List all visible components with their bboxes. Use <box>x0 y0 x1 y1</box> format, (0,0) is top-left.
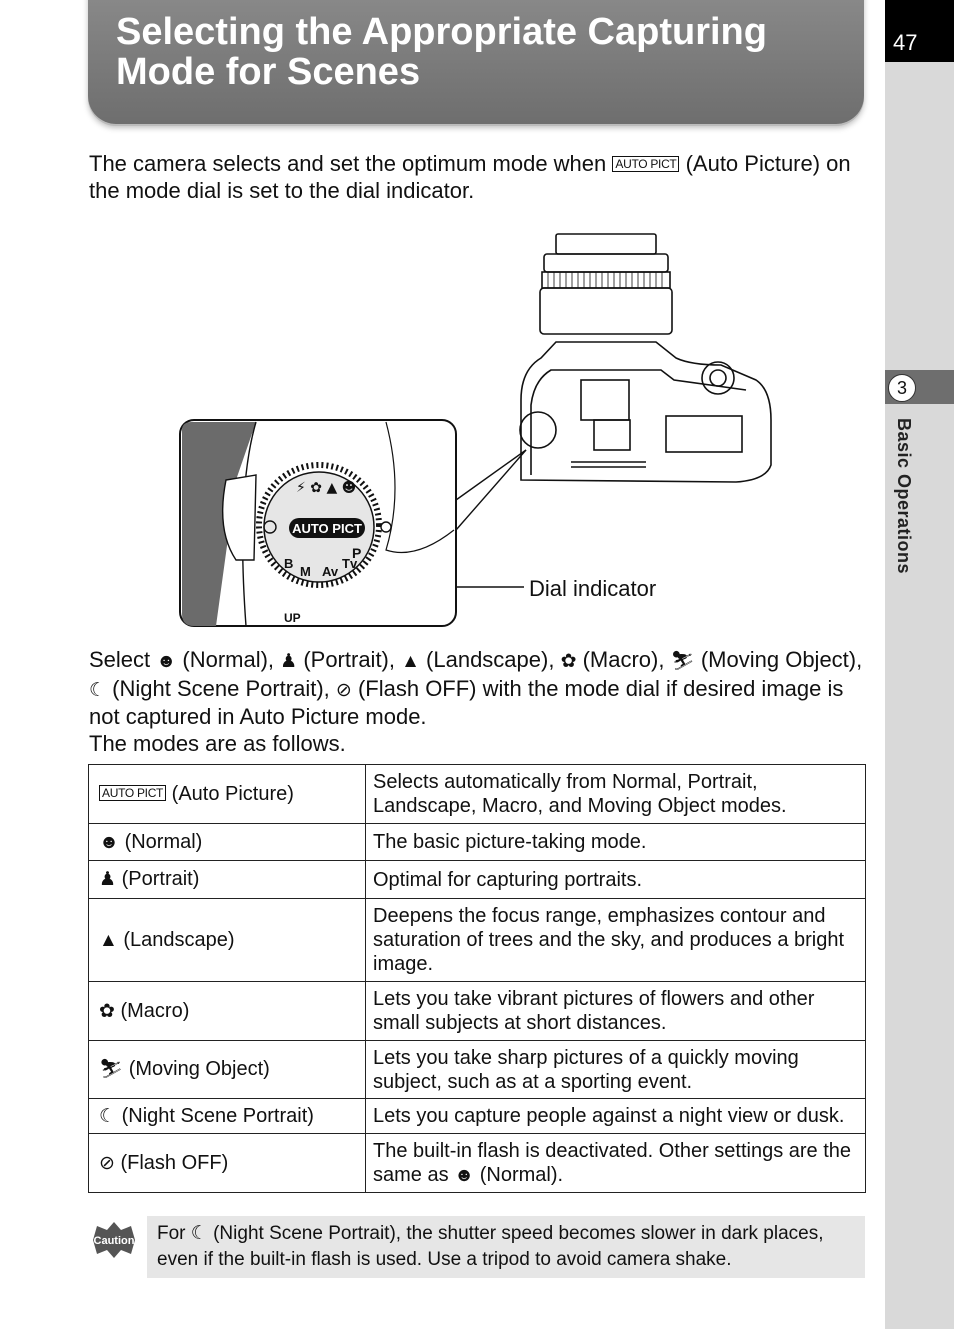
table-row <box>89 1134 866 1193</box>
table-row <box>89 824 866 861</box>
dial-letter-b: B <box>284 556 294 571</box>
mode-name: (Flash OFF) <box>120 1151 229 1174</box>
dial-letter-av: Av <box>322 564 339 579</box>
dial-center-label: AUTO PICT <box>292 521 362 536</box>
landscape-icon: ▲ <box>99 929 118 951</box>
dial-indicator-label: Dial indicator <box>529 576 657 601</box>
mode-name: (Portrait) <box>121 868 200 890</box>
select-text-moving: (Moving Object), <box>694 647 863 672</box>
select-text-line2: The modes are as follows. <box>89 730 346 756</box>
table-row <box>89 1041 866 1099</box>
mode-description: Lets you capture people against a night view or dusk. <box>366 1099 866 1134</box>
intro-paragraph <box>89 150 879 204</box>
table-row <box>89 765 866 824</box>
select-text-landscape: (Landscape), <box>419 647 561 672</box>
mode-name: (Normal) <box>124 830 203 853</box>
portrait-icon: ♟ <box>99 869 117 890</box>
dial-letter-m: M <box>300 564 311 579</box>
moving-object-icon: ⛷ <box>670 651 695 672</box>
mode-description: Selects automatically from Normal, Portrait, Landscape, Macro, and Moving Object modes. <box>366 765 866 824</box>
caution-text-1: For <box>157 1223 191 1244</box>
caution-label: Caution <box>93 1235 135 1247</box>
mode-description <box>366 1134 866 1193</box>
dial-letter-tv: Tv <box>342 556 358 571</box>
chapter-title: Basic Operations <box>894 418 914 575</box>
auto-pict-icon: AUTO PICT <box>99 785 166 801</box>
flash-off-icon: ⊘ <box>99 1152 115 1174</box>
mode-name: (Landscape) <box>123 928 235 951</box>
caution-text <box>157 1221 857 1273</box>
modes-table <box>88 764 866 1193</box>
macro-icon: ✿ <box>560 651 577 672</box>
mode-description: Deepens the focus range, emphasizes contour and saturation of trees and the sky, and produces a bright image. <box>366 899 866 982</box>
select-text-night: (Night Scene Portrait), <box>106 675 336 701</box>
select-text-1: Select <box>89 647 157 672</box>
night-scene-portrait-icon: ☾ <box>190 1223 208 1244</box>
caution-icon <box>89 1220 139 1260</box>
description-part: (Normal). <box>474 1163 564 1186</box>
select-text-portrait: (Portrait), <box>297 647 402 672</box>
page-number-box <box>885 0 954 62</box>
page-number: 47 <box>893 30 918 55</box>
table-row <box>89 861 866 899</box>
up-label: UP <box>284 611 301 625</box>
chapter-number: 3 <box>888 374 916 402</box>
night-scene-portrait-icon: ☾ <box>89 679 107 701</box>
mode-description: The basic picture-taking mode. <box>366 824 866 861</box>
svg-text:⚡ ✿ ▲ ☻: ⚡ ✿ ▲ ☻ <box>296 480 357 496</box>
mode-description: Optimal for capturing portraits. <box>366 861 866 899</box>
caution-text-2: (Night Scene Portrait), the shutter speed becomes slower in dark places, even if the built-in flash is used. Use a tripod to avoid camera shake. <box>157 1223 824 1270</box>
page-title: Selecting the Appropriate Capturing Mode for Scenes <box>116 11 767 93</box>
select-paragraph <box>89 647 879 757</box>
portrait-icon: ♟ <box>280 651 298 672</box>
camera-top-view <box>520 234 771 482</box>
normal-icon: ☻ <box>156 651 177 672</box>
mode-name: (Moving Object) <box>128 1058 270 1080</box>
mode-dial-inset <box>180 420 456 626</box>
mode-name: (Macro) <box>120 999 190 1022</box>
sidebar <box>885 0 954 1329</box>
intro-text-2: (Auto Picture) on the mode dial is set to the dial indicator. <box>89 151 851 203</box>
mode-description: Lets you take vibrant pictures of flowers and other small subjects at short distances. <box>366 982 866 1041</box>
intro-text-1: The camera selects and set the optimum mode when <box>89 151 613 176</box>
mode-name: (Night Scene Portrait) <box>121 1104 314 1127</box>
auto-pict-icon: AUTO PICT <box>612 156 679 172</box>
night-scene-portrait-icon: ☾ <box>99 1105 117 1127</box>
table-row <box>89 899 866 982</box>
select-text-normal: (Normal), <box>176 647 281 672</box>
camera-illustration <box>176 230 776 630</box>
flash-off-icon: ⊘ <box>335 679 352 701</box>
dial-letter-p: P <box>352 545 362 561</box>
normal-icon: ☻ <box>454 1164 475 1186</box>
description-part: The built-in flash is deactivated. Other settings are the same as <box>373 1139 852 1186</box>
title-banner <box>88 0 864 124</box>
table-row <box>89 1099 866 1134</box>
macro-icon: ✿ <box>99 1000 115 1022</box>
mode-name: (Auto Picture) <box>171 783 294 805</box>
mode-description: Lets you take sharp pictures of a quickly moving subject, such as at a sporting event. <box>366 1041 866 1099</box>
select-text-flash: (Flash OFF) with the mode dial if desired image is not captured in Auto Picture mode. <box>89 675 844 729</box>
normal-icon: ☻ <box>99 831 119 853</box>
moving-object-icon: ⛷ <box>99 1059 124 1080</box>
landscape-icon: ▲ <box>401 651 420 672</box>
select-text-macro: (Macro), <box>576 647 671 672</box>
table-row <box>89 982 866 1041</box>
